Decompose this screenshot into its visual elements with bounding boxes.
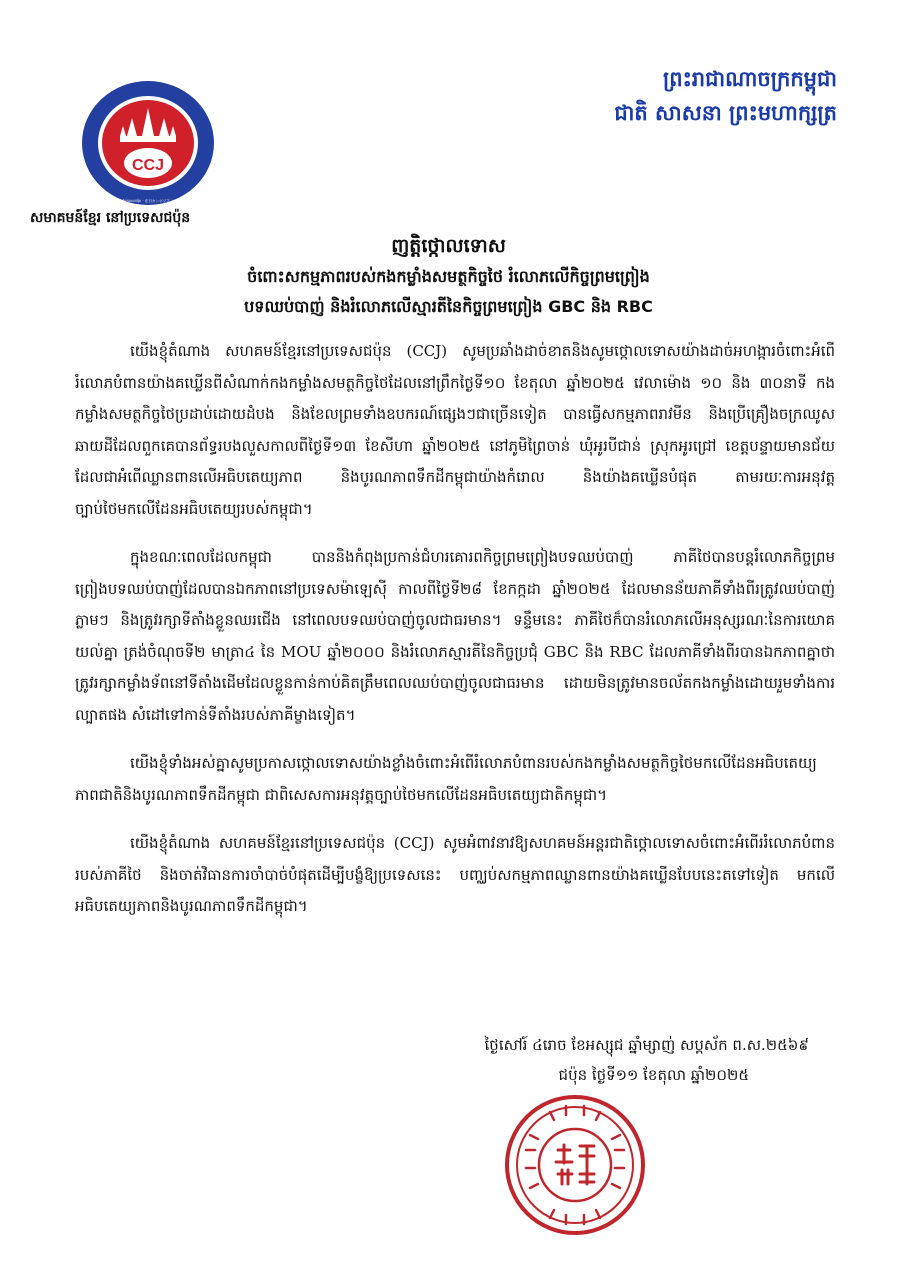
paragraph-2: ក្នុងខណៈពេលដែលកម្ពុជា បាននិងកំពុងប្រកាន់ជំហរគោរពកិច្ចព្រមព្រៀងបទឈប់បាញ់ ភាគីថៃបានបន្តរំលោភកិច្ចព្រមព្រៀងបទឈប់បាញ់ដែលបានឯកភាពនៅប្រទេសម៉ាឡេស៊ី កាលពីថ្ងៃទី២៨ ខែកក្កដា ឆ្នាំ២០២៥ ដែលមានន័យភាគីទាំងពីរត្រូវឈប់បាញ់ភ្លាមៗ និងត្រូវរក្សាទីតាំងខ្លួនឈរជើង នៅពេលបទឈប់បាញ់ចូលជាធរមាន។ ទន្ទឹមនេះ ភាគីថៃក៏បានរំលោភលើអនុស្សរណៈនៃការយោគយល់គ្នា ត្រង់ចំណុចទី២ មាត្រា៤ នៃ MOU ឆ្នាំ២០០០ និងរំលោភស្មារតីនៃកិច្ចប្រជុំ GBC និង RBC ដែលភាគីទាំងពីរបានឯកភាពគ្នាថាត្រូវរក្សាកម្លាំងទ័ពនៅទីតាំងដើមដែលខ្លួនកាន់កាប់គិតត្រឹមពេលឈប់បាញ់ចូលជាធរមាន ដោយមិនត្រូវមានចល័តកងកម្លាំងដោយរួមទាំងការល្បាតផង សំដៅទៅកាន់ទីតាំងរបស់ភាគីម្ខាងទៀត។ xyxy=(75,548,835,724)
motto-nation-religion-king: ជាតិ សាសនា ព្រះមហាក្សត្រ xyxy=(614,100,837,125)
motto-kingdom: ព្រះរាជាណាចក្រកម្ពុជា xyxy=(662,66,837,91)
document-subtitle-line-2: បទឈប់បាញ់ និងរំលោភលើស្មារតីនៃកិច្ចព្រមព្រៀង GBC និង RBC xyxy=(244,297,653,316)
solar-date: ជប៉ុន ថ្ងៃទី១១ ខែតុលា ឆ្នាំ២០២៥ xyxy=(558,1066,749,1084)
organization-name: សមាគមន៍ខ្មែរ នៅប្រទេសជប៉ុន xyxy=(30,210,191,226)
document-subtitle-line-1: ចំពោះសកម្មភាពរបស់កងកម្លាំងសមត្ថកិច្ចថៃ រំលោភលើកិច្ចព្រមព្រៀង xyxy=(247,267,650,286)
document-title: ញត្តិថ្កោលទោស xyxy=(391,235,506,257)
lunar-date: ថ្ងៃសៅរ៍ ៤រោច ខែអស្សុជ ឆ្នាំម្សាញ់ សប្តស័ក ព.ស.២៥៦៩ xyxy=(484,1036,809,1054)
logo-ring-text: សមាគមខ្មែរនៅប្រទេសជប៉ុន · 在日カンボジア コミュニティ xyxy=(103,199,193,203)
ccj-logo xyxy=(68,78,228,208)
paragraph-3: យើងខ្ញុំទាំងអស់គ្នាសូមប្រកាសថ្កោលទោសយ៉ាងខ្លាំងចំពោះអំពើរំលោភបំពានរបស់កងកម្លាំងសមត្ថកិច្ចថៃមកលើដែនអធិបតេយ្យភាពជាតិនិងបូរណភាពទឹកដីកម្ពុជា ជាពិសេសការអនុវត្តច្បាប់ថៃមកលើដែនអធិបតេយ្យជាតិកម្ពុជា។ xyxy=(75,754,817,804)
dateline xyxy=(329,1030,809,1090)
paragraph-4: យើងខ្ញុំតំណាង សហគមន៍ខ្មែរនៅប្រទេសជប៉ុន (CCJ) សូមអំពាវនាវឱ្យសហគមន៍អន្តរជាតិថ្កោលទោសចំពោះអំពើររំលោភបំពានរបស់ភាគីថៃ និងចាត់វិធានការចាំបាច់បំផុតដើម្បីបង្ខំឱ្យប្រទេសនេះ បញ្ឈប់សកម្មភាពឈ្លានពានយ៉ាងគឃ្លើនបែបនេះតទៅទៀត មកលើអធិបតេយ្យភាពនិងបូរណភាពទឹកដីកម្ពុជា។ xyxy=(75,834,835,915)
logo-badge-text: CCJ xyxy=(131,157,165,174)
national-motto xyxy=(517,62,837,130)
document-title-block xyxy=(40,230,857,322)
paragraph-1: យើងខ្ញុំតំណាង សហគមន៍ខ្មែរនៅប្រទេសជប៉ុន (CCJ) សូមប្រឆាំងដាច់ខាតនិងសូមថ្កោលទោសយ៉ាងដាច់អហង្ការចំពោះអំពើរំលោភបំពានយ៉ាងគឃ្លើនពីសំណាក់កងកម្លាំងសមត្ថកិច្ចថៃដែលនៅព្រឹកថ្ងៃទី១០ ខែតុលា ឆ្នាំ២០២៥ វេលាម៉ោង ១០ និង ៣០នាទី កងកម្លាំងសមត្ថកិច្ចថៃប្រដាប់ដោយដំបង និងខែលព្រមទាំងឧបករណ៍ផ្សេងៗជាច្រើនទៀត បានធ្វើសកម្មភាពរាវមីន និងប្រើគ្រឿងចក្រឈូសឆាយដីដែលពួកគេបានព័ទ្ធរបងលួសកាលពីថ្ងៃទី១៣ ខែសីហា ឆ្នាំ២០២៥ នៅភូមិព្រៃចាន់ ឃុំអូរបីជាន់ ស្រុកអូរជ្រៅ ខេត្តបន្ទាយមានជ័យ ដែលជាអំពើឈ្លានពានលើអធិបតេយ្យភាព និងបូរណភាពទឹកដីកម្ពុជាយ៉ាងកំរោល និងយ៉ាងគឃ្លើនបំផុត តាមរយៈការអនុវត្តច្បាប់ថៃមកលើដែនអធិបតេយ្យរបស់កម្ពុជា។ xyxy=(75,342,835,518)
document-body xyxy=(75,336,835,940)
organization-seal-stamp xyxy=(500,1090,650,1240)
